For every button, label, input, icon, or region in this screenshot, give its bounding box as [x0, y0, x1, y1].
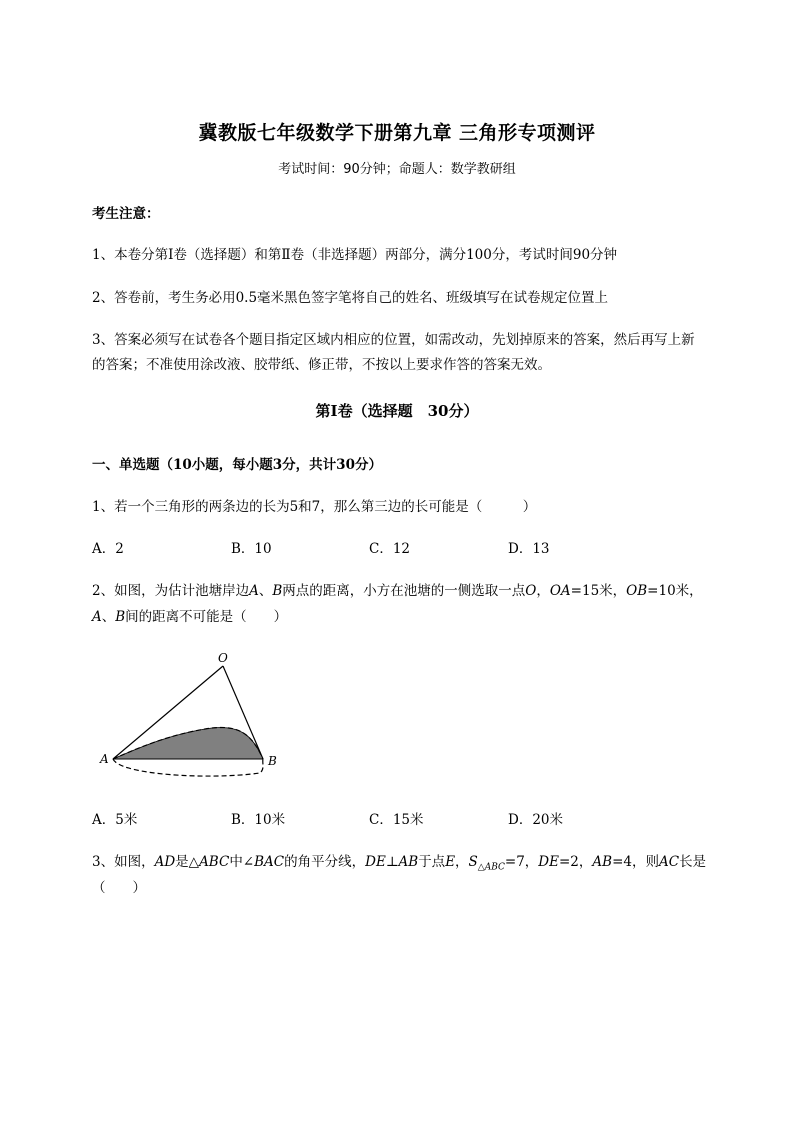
question-1-option-d: D．13 [508, 541, 550, 557]
pond-dashed-bottom-edge [113, 759, 263, 776]
question-1-option-b: B．10 [231, 541, 272, 557]
question-3-stem: 3、如图，AD是△ABC中∠BAC的角平分线，DE⊥AB于点E，$S_{\triangle ABC}=7$，DE=2，AB=4，则AC长是 [92, 854, 707, 873]
question-3-answer-blank: （ ） [92, 880, 146, 896]
page-title: 冀教版七年级数学下册第九章 三角形专项测评 [198, 122, 596, 144]
label-o: O [218, 651, 228, 665]
question-2-option-d: D．20米 [508, 812, 564, 828]
notice-item-1: 1、本卷分第I卷（选择题）和第Ⅱ卷（非选择题）两部分，满分100分，考试时间90分钟 [92, 247, 618, 263]
question-1-option-c: C．12 [369, 541, 411, 557]
exam-info: 考试时间：90分钟；命题人：数学教研组 [278, 162, 516, 177]
notice-item-3-continued: 的答案；不准使用涂改液、胶带纸、修正带，不按以上要求作答的答案无效。 [92, 357, 551, 373]
question-2-stem-continued: A、B间的距离不可能是（ ） [92, 609, 288, 625]
question-2-stem: 2、如图，为估计池塘岸边A、B两点的距离，小方在池塘的一侧选取一点O，OA=15米，OB=10米， [92, 583, 703, 599]
pond-figure [90, 645, 300, 785]
question-2-option-a: A．5米 [92, 812, 138, 828]
label-b: B [268, 754, 277, 768]
notice-item-3: 3、答案必须写在试卷各个题目指定区域内相应的位置，如需改动，先划掉原来的答案，然后再写上新 [92, 332, 695, 348]
question-2-option-b: B．10米 [231, 812, 286, 828]
part-heading: 一、单选题（10小题，每小题3分，共计30分） [92, 457, 382, 473]
question-1-option-a: A．2 [92, 541, 124, 557]
section-title: 第I卷（选择题 30分） [315, 402, 479, 420]
notice-item-2: 2、答卷前，考生务必用0.5毫米黑色签字笔将自己的姓名、班级填写在试卷规定位置上 [92, 290, 609, 306]
label-a: A [100, 752, 109, 766]
question-1-stem: 1、若一个三角形的两条边的长为5和7，那么第三边的长可能是（ ） [92, 499, 537, 515]
question-2-option-c: C．15米 [369, 812, 424, 828]
pond-shaded-region [113, 727, 263, 759]
notice-heading: 考生注意： [92, 206, 160, 222]
